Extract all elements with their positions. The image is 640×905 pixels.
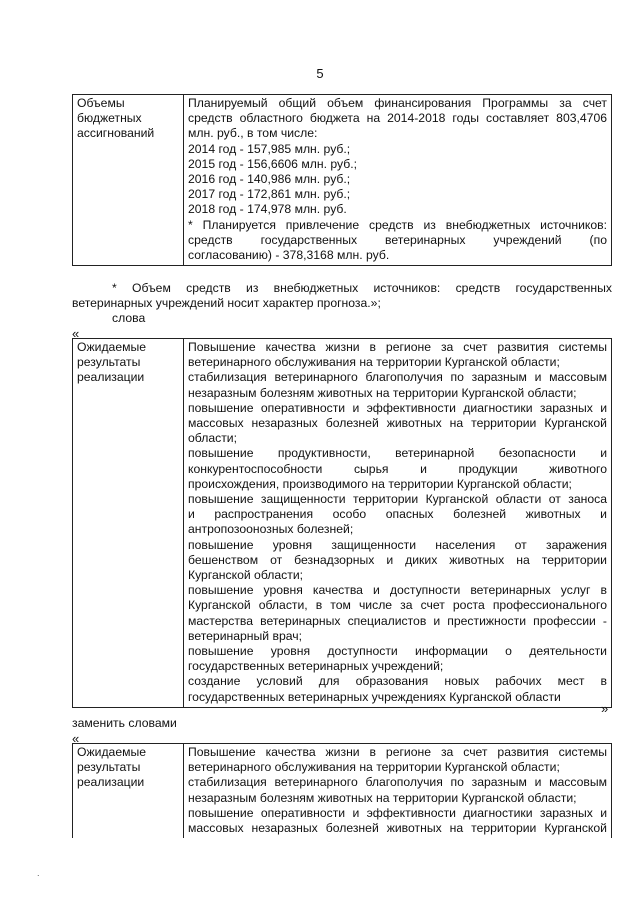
content-line: и распространения особо опасных болезней животных и <box>188 507 607 522</box>
stray-mark: . <box>37 868 40 878</box>
content-line: 2014 год - 157,985 млн. руб.; <box>188 141 351 156</box>
expected-results-table-old <box>72 338 612 708</box>
content-line: происхождения, производимого на территории Курганской области; <box>188 476 572 491</box>
open-quote: « <box>72 326 80 341</box>
content-line: повышение уровня доступности информации о деятельности <box>188 644 607 659</box>
budget-table <box>72 94 612 266</box>
row-label: Ожидаемые результаты реализации <box>77 745 147 790</box>
footnote-line: * Объем средств из внебюджетных источников: средств государственных <box>112 281 612 295</box>
expected-results-table-new <box>72 743 612 838</box>
content-line: незаразным болезням животных на территории Курганской области; <box>188 385 577 400</box>
footnote-line: ветеринарных учреждений носит характер прогноза.»; <box>72 296 381 311</box>
content-line: * Планируется привлечение средств из внебюджетных источников: <box>188 217 607 232</box>
content-line: 2017 год - 172,861 млн. руб.; <box>188 187 351 202</box>
row-label-cell <box>73 339 184 708</box>
content-line: средств государственных ветеринарных учреждений (по <box>188 232 607 247</box>
content-line: ветеринарного обслуживания на территории Курганской области; <box>188 355 560 370</box>
content-line: повышение уровня качества и доступности ветеринарных услуг в <box>188 583 607 598</box>
footnote-paragraph <box>72 281 612 327</box>
word-slova: слова <box>112 311 146 326</box>
content-line: государственных ветеринарных учреждениях Курганской области <box>188 689 561 704</box>
row-label: Объемы бюджетных ассигнований <box>77 96 155 141</box>
open-quote: « <box>72 731 80 746</box>
content-line: 2016 год - 140,986 млн. руб.; <box>188 172 351 187</box>
content-line: повышение продуктивности, ветеринарной безопасности и <box>188 446 607 461</box>
content-line: антропозоонозных болезней; <box>188 522 354 537</box>
content-line: повышение защищенности территории Курганской области от заноса <box>188 492 607 507</box>
table-row <box>73 339 612 708</box>
table-row <box>73 744 612 839</box>
content-line: 2015 год - 156,6606 млн. руб.; <box>188 156 357 171</box>
content-line: массовых незаразных болезней животных на территории Курганской <box>188 821 607 836</box>
content-line: 2018 год - 174,978 млн. руб. <box>188 202 347 217</box>
content-line: ветеринарного обслуживания на территории Курганской области; <box>188 760 560 775</box>
content-line: Курганской области; <box>188 568 304 583</box>
content-line: бешенством от безнадзорных и диких животных на территории <box>188 552 607 567</box>
content-line: повышение уровня защищенности населения от заражения <box>188 537 607 552</box>
content-line: Повышение качества жизни в регионе за счет развития системы <box>188 745 607 759</box>
row-content-cell <box>184 339 612 708</box>
content-line: млн. руб., в том числе: <box>188 126 318 141</box>
content-line: конкурентоспособности сырья и продукции животного <box>188 461 607 476</box>
row-label: Ожидаемые результаты реализации <box>77 340 147 385</box>
replace-words-text: заменить словами <box>72 716 177 730</box>
close-quote: » <box>601 701 609 716</box>
content-line: области; <box>188 431 237 446</box>
replace-words-line <box>72 716 612 731</box>
content-line: стабилизация ветеринарного благополучия по заразным и массовым <box>188 370 607 385</box>
content-line: ветеринарный врач; <box>188 628 302 643</box>
row-label-cell <box>73 744 184 839</box>
content-line: создание условий для образования новых рабочих мест в <box>188 674 607 689</box>
content-line: Планируемый общий объем финансирования Программы за счет <box>188 96 607 110</box>
row-content-cell <box>184 95 612 266</box>
table-row <box>73 95 612 266</box>
content-line: государственных ветеринарных учреждений; <box>188 659 444 674</box>
content-line: Курганской области, в том числе за счет роста профессионального <box>188 598 607 613</box>
row-content-cell <box>184 744 612 839</box>
content-line: незаразным болезням животных на территории Курганской области; <box>188 790 577 805</box>
content-line: повышение оперативности и эффективности диагностики заразных и <box>188 400 607 415</box>
content-line: согласованию) - 378,3168 млн. руб. <box>188 248 390 263</box>
page-number: 5 <box>316 66 324 81</box>
row-label-cell <box>73 95 184 266</box>
content-line: мастерства ветеринарных специалистов и престижности профессии - <box>188 613 607 628</box>
content-line: повышение оперативности и эффективности диагностики заразных и <box>188 805 607 820</box>
content-line: массовых незаразных болезней животных на территории Курганской <box>188 416 607 431</box>
content-line: Повышение качества жизни в регионе за счет развития системы <box>188 340 607 354</box>
content-line: стабилизация ветеринарного благополучия по заразным и массовым <box>188 775 607 790</box>
content-line: средств областного бюджета на 2014-2018 годы составляет 803,4706 <box>188 111 607 126</box>
